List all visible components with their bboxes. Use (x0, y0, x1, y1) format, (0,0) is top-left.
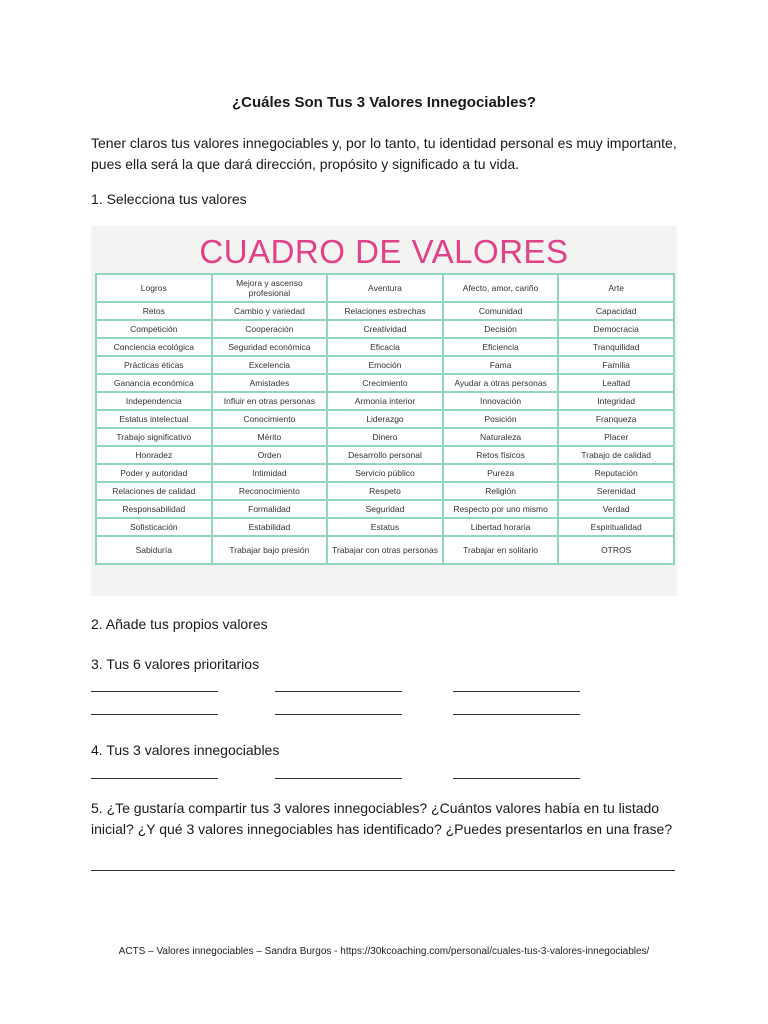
value-cell[interactable]: Libertad horaria (443, 518, 559, 536)
value-cell[interactable]: Relaciones estrechas (327, 302, 443, 320)
value-cell[interactable]: Prácticas éticas (96, 356, 212, 374)
value-cell[interactable]: Orden (212, 446, 328, 464)
values-chart-title: CUADRO DE VALORES (199, 233, 569, 270)
value-cell[interactable]: Cooperación (212, 320, 328, 338)
table-row (96, 428, 674, 446)
value-cell[interactable]: Eficiencia (443, 338, 559, 356)
step-4-label: 4. Tus 3 valores innegociables (91, 742, 280, 758)
answer-blank[interactable] (275, 702, 402, 715)
answer-blank[interactable] (275, 766, 402, 779)
values-table (95, 273, 675, 565)
value-cell[interactable]: Estatus (327, 518, 443, 536)
value-cell[interactable]: Trabajo significativo (96, 428, 212, 446)
table-row (96, 338, 674, 356)
table-row (96, 274, 674, 302)
table-row (96, 320, 674, 338)
value-cell[interactable]: Religión (443, 482, 559, 500)
priority-values-row-1 (91, 679, 691, 695)
value-cell[interactable]: Tranquilidad (558, 338, 674, 356)
value-cell[interactable]: Liderazgo (327, 410, 443, 428)
value-cell[interactable]: Retos (96, 302, 212, 320)
value-cell[interactable]: Servicio público (327, 464, 443, 482)
value-cell[interactable]: Verdad (558, 500, 674, 518)
value-cell[interactable]: Capacidad (558, 302, 674, 320)
value-cell[interactable]: Decisión (443, 320, 559, 338)
question-line: inicial? ¿Y qué 3 valores innegociables has identificado? ¿Puedes presentarlos en una frase? (91, 821, 673, 837)
value-cell[interactable]: Sofisticación (96, 518, 212, 536)
value-cell[interactable]: Democracia (558, 320, 674, 338)
value-cell[interactable]: Estatus intelectual (96, 410, 212, 428)
value-cell[interactable]: Respecto por uno mismo (443, 500, 559, 518)
intro-line: pues ella será la que dará dirección, propósito y significado a tu vida. (91, 156, 520, 172)
value-cell[interactable]: Trabajar con otras personas (327, 536, 443, 564)
value-cell[interactable]: Retos físicos (443, 446, 559, 464)
value-cell[interactable]: Independencia (96, 392, 212, 410)
table-row (96, 392, 674, 410)
value-cell[interactable]: Trabajar bajo presión (212, 536, 328, 564)
value-cell[interactable]: Pureza (443, 464, 559, 482)
table-row (96, 356, 674, 374)
value-cell[interactable]: Sabiduría (96, 536, 212, 564)
value-cell[interactable]: Reputación (558, 464, 674, 482)
priority-values-row-2 (91, 702, 691, 718)
value-cell[interactable]: Competición (96, 320, 212, 338)
value-cell[interactable]: Amistades (212, 374, 328, 392)
step-2-label: 2. Añade tus propios valores (91, 616, 268, 632)
value-cell[interactable]: Excelencia (212, 356, 328, 374)
value-cell[interactable]: Comunidad (443, 302, 559, 320)
value-cell[interactable]: Formalidad (212, 500, 328, 518)
value-cell[interactable]: Aventura (327, 274, 443, 302)
value-cell[interactable]: Innovación (443, 392, 559, 410)
value-cell[interactable]: Placer (558, 428, 674, 446)
page-title: ¿Cuáles Son Tus 3 Valores Innegociables? (232, 94, 536, 111)
intro-line: Tener claros tus valores innegociables y, por lo tanto, tu identidad personal es muy importante, (91, 135, 677, 151)
value-cell[interactable]: OTROS (558, 536, 674, 564)
value-cell[interactable]: Fama (443, 356, 559, 374)
value-cell[interactable]: Familia (558, 356, 674, 374)
question-line: 5. ¿Te gustaría compartir tus 3 valores innegociables? ¿Cuántos valores había en tu listado (91, 800, 660, 816)
value-cell[interactable]: Eficacia (327, 338, 443, 356)
answer-blank[interactable] (91, 679, 218, 692)
value-cell[interactable]: Seguridad económica (212, 338, 328, 356)
value-cell[interactable]: Dinero (327, 428, 443, 446)
value-cell[interactable]: Ayudar a otras personas (443, 374, 559, 392)
value-cell[interactable]: Influir en otras personas (212, 392, 328, 410)
value-cell[interactable]: Lealtad (558, 374, 674, 392)
values-chart (91, 226, 677, 596)
value-cell[interactable]: Mérito (212, 428, 328, 446)
value-cell[interactable]: Naturaleza (443, 428, 559, 446)
value-cell[interactable]: Responsabilidad (96, 500, 212, 518)
answer-blank[interactable] (91, 766, 218, 779)
value-cell[interactable]: Integridad (558, 392, 674, 410)
non-negotiable-values-row (91, 766, 691, 782)
value-cell[interactable]: Emoción (327, 356, 443, 374)
table-row (96, 374, 674, 392)
value-cell[interactable]: Relaciones de calidad (96, 482, 212, 500)
value-cell[interactable]: Trabajo de calidad (558, 446, 674, 464)
step-5-question (91, 798, 691, 840)
value-cell[interactable]: Intimidad (212, 464, 328, 482)
answer-blank[interactable] (453, 766, 580, 779)
value-cell[interactable]: Ganancia económica (96, 374, 212, 392)
footer: ACTS – Valores innegociables – Sandra Burgos - https://30kcoaching.com/personal/cuales-tus-3-valores-innegociables/ (118, 946, 650, 957)
answer-blank[interactable] (91, 702, 218, 715)
value-cell[interactable]: Estabilidad (212, 518, 328, 536)
table-row (96, 536, 674, 564)
table-row (96, 302, 674, 320)
step-3-label: 3. Tus 6 valores prioritarios (91, 656, 260, 672)
table-row (96, 446, 674, 464)
table-row (96, 500, 674, 518)
intro-paragraph (91, 133, 691, 175)
value-cell[interactable]: Mejora y ascenso profesional (212, 274, 328, 302)
value-cell[interactable]: Posición (443, 410, 559, 428)
value-cell[interactable]: Afecto, amor, cariño (443, 274, 559, 302)
table-row (96, 518, 674, 536)
value-cell[interactable]: Conciencia ecológica (96, 338, 212, 356)
value-cell[interactable]: Reconocimiento (212, 482, 328, 500)
value-cell[interactable]: Cambio y variedad (212, 302, 328, 320)
value-cell[interactable]: Creatividad (327, 320, 443, 338)
value-cell[interactable]: Arte (558, 274, 674, 302)
value-cell[interactable]: Armonía interior (327, 392, 443, 410)
value-cell[interactable]: Desarrollo personal (327, 446, 443, 464)
value-cell[interactable]: Seguridad (327, 500, 443, 518)
value-cell[interactable]: Franqueza (558, 410, 674, 428)
value-cell[interactable]: Conocimiento (212, 410, 328, 428)
answer-line[interactable] (91, 870, 675, 871)
step-1-label: 1. Selecciona tus valores (91, 191, 247, 207)
value-cell[interactable]: Trabajar en solitario (443, 536, 559, 564)
value-cell[interactable]: Espiritualidad (558, 518, 674, 536)
value-cell[interactable]: Crecimiento (327, 374, 443, 392)
table-row (96, 464, 674, 482)
answer-blank[interactable] (275, 679, 402, 692)
value-cell[interactable]: Logros (96, 274, 212, 302)
answer-blank[interactable] (453, 702, 580, 715)
table-row (96, 482, 674, 500)
value-cell[interactable]: Honradez (96, 446, 212, 464)
table-row (96, 410, 674, 428)
answer-blank[interactable] (453, 679, 580, 692)
value-cell[interactable]: Serenidad (558, 482, 674, 500)
value-cell[interactable]: Poder y autoridad (96, 464, 212, 482)
value-cell[interactable]: Respeto (327, 482, 443, 500)
